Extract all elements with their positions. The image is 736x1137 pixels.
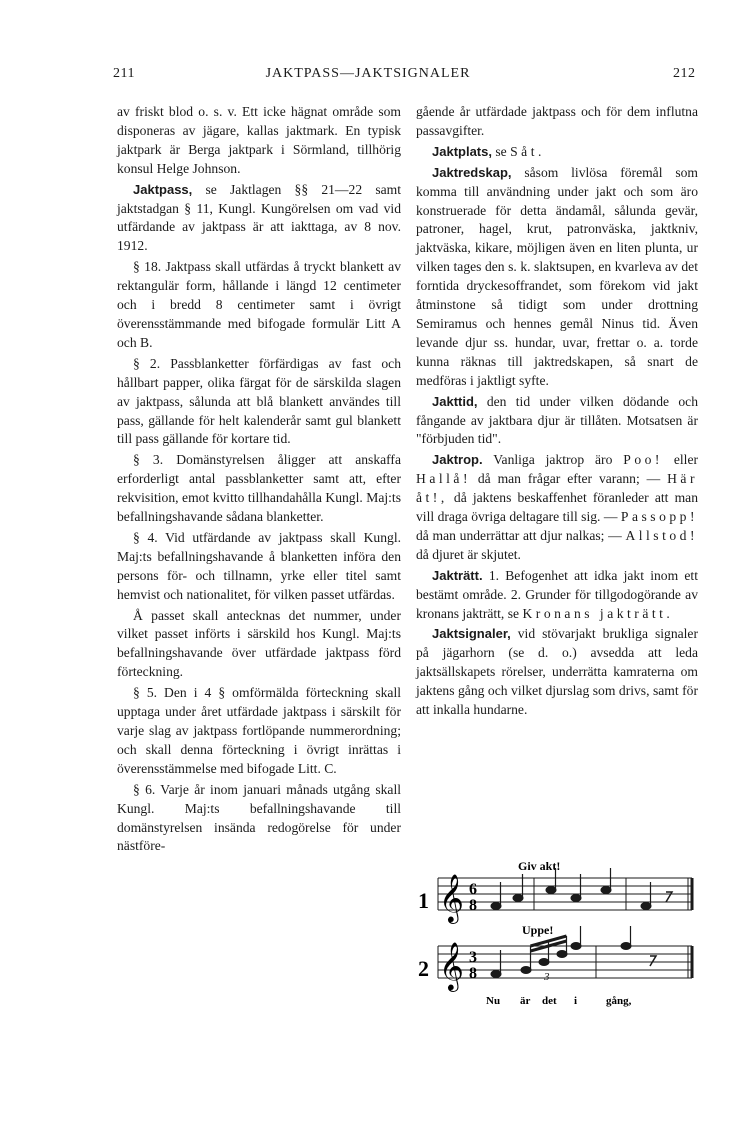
note-head [491, 971, 501, 978]
right-column [416, 103, 698, 722]
signal-1-notes [491, 868, 672, 910]
headword-jaktsignaler: Jaktsignaler, [432, 626, 511, 642]
triplet-mark: 3 [544, 971, 550, 983]
jaktrop-text-e: då man underrättar att djur nalkas; — [416, 527, 626, 543]
signal-2-time-top: 3 [469, 949, 477, 966]
call-hart: Här åt!, [416, 471, 698, 506]
signal-2-time-bottom: 8 [469, 965, 477, 982]
treble-clef-icon: 𝄞 [439, 876, 464, 922]
note-head [571, 895, 581, 902]
lyric-word: är [520, 995, 531, 1007]
hunting-signals-score [416, 852, 706, 1032]
rest-icon [650, 956, 656, 966]
headword-jaktpass: Jaktpass, [133, 181, 193, 197]
jaktrop-text-b: eller [662, 452, 699, 468]
signal-2-lyrics [486, 995, 632, 1007]
left-column [117, 103, 401, 858]
signal-2-number: 2 [418, 956, 429, 981]
jaktrop-text-c: då man frågar efter varann; — [470, 471, 668, 487]
paragraph-3: § 3. Domänstyrelsen åligger att anskaffa erforderligt antal passblanketter samt att, efter rekvisition, emot kvitto tillhandahålla Kungl. Maj:ts befallningshavande sådana blanketter. [117, 452, 401, 525]
lyric-word: gång, [606, 995, 632, 1007]
note-head [539, 959, 549, 966]
note-head [641, 903, 651, 910]
jaktrop-text-f: då djuret är skjutet. [416, 546, 521, 562]
call-poo: Poo! [623, 452, 663, 468]
signal-1-title: Giv akt! [518, 859, 561, 873]
jaktrop-text-a: Vanliga jaktrop äro [482, 452, 624, 468]
entry-jaktplats [416, 143, 698, 162]
headword-jakttid: Jakttid, [432, 393, 478, 409]
paragraph-5: § 5. Den i 4 § omförmälda förteckning skall upptaga under året utfärdade jaktpass i särskilt för varje slag av jaktpass fortlöpande nummerordning; och skall denna förteckning i övrigt inrättas i överensstämmelse med bifogade Litt. C. [117, 685, 401, 776]
paragraph-18: § 18. Jaktpass skall utfärdas å tryckt blankett av rektangulär form, hållande i längd 12 centimeter och i bredd 8 centimeter samt i övrigt överensstämmande med bifogade formulär Litt A och B. [117, 259, 401, 350]
entry-jaktpass-text: se Jaktlagen §§ 21—22 samt jaktstadgan § 11, Kungl. Kungörelsen om vad vid utfärdande av jaktpass är att iakttaga, av 8 nov. 1912. [117, 181, 401, 254]
signal-1-time-top: 6 [469, 881, 477, 898]
paragraph-6: § 6. Varje år inom januari månads utgång skall Kungl. Maj:ts befallningshavande till domänstyrelsen insända redogörelse för under nästföre- [117, 781, 401, 854]
lyric-word: Nu [486, 995, 501, 1007]
note-head [621, 943, 631, 950]
entry-jaktpass [117, 181, 401, 257]
headword-jaktratt: Jakträtt. [432, 567, 483, 583]
cross-ref-kronans-jaktratt: Kronans jakträtt. [522, 605, 674, 621]
entry-jakttid-text: den tid under vilken dödande och fångande av jaktbara djur är tillåten. Motsatsen är "förbjuden tid". [416, 393, 698, 447]
paragraph-4: § 4. Vid utfärdande av jaktpass skall Kungl. Maj:ts befallningshavande å blanketten införa den persons för- och tillnamn, yrke eller titel samt hemvist och nationalitet, för vilken passet utfärdas. [117, 529, 401, 602]
entry-jaktsignaler [416, 625, 698, 720]
headword-jaktrop: Jaktrop. [432, 452, 483, 468]
treble-clef-icon: 𝄞 [439, 944, 464, 990]
cross-ref-sat: Såt. [510, 143, 545, 159]
signal-1 [418, 859, 692, 924]
signal-1-time-bottom: 8 [469, 897, 477, 914]
note-head [546, 887, 556, 894]
page-number-left: 211 [113, 66, 135, 81]
call-passopp: Passopp! [620, 509, 698, 525]
running-title: JAKTPASS—JAKTSIGNALER [265, 66, 471, 81]
call-halla: Hallå! [416, 471, 471, 487]
headword-jaktplats: Jaktplats, [432, 143, 492, 159]
paragraph-4-cont: Å passet skall antecknas det nummer, under vilket passet införts i särskild hos Kungl. Maj:ts befallningshavande över utfärdade jaktpass förd förteckning. [117, 607, 401, 680]
note-head [491, 903, 501, 910]
note-head [571, 943, 581, 950]
headword-jaktredskap: Jaktredskap, [432, 164, 512, 180]
entry-jakttid [416, 393, 698, 450]
entry-jaktredskap [416, 164, 698, 391]
entry-jaktratt-text: 1. Befogenhet att idka jakt inom ett bestämt område. 2. Grunder för tillgodogörande av kronans jakträtt, se [416, 567, 698, 621]
signal-2 [418, 923, 692, 1007]
lyric-word: det [542, 995, 557, 1007]
call-allstod: Allstod! [625, 527, 698, 543]
entry-jaktsignaler-text: vid stövarjakt brukliga signaler på jägarhorn (se d. o.) avsedda att leda jaktsällskapets rörelser, underrätta kamraterna om jaktens gång och vilket djurslag som drivs, samt för att inkalla hundarne. [416, 626, 698, 718]
entry-jaktrop [416, 451, 698, 564]
entry-jaktplats-text: se [491, 143, 511, 159]
paragraph-2: § 2. Passblanketter förfärdigas av fast och hållbart papper, olika färgat för de särskilda slagen av jaktpass, sålunda att blå blankett användes till pass, gällande för helt kalenderår samt gul blankett till pass gällande för kortare tid. [117, 355, 401, 447]
note-head [601, 887, 611, 894]
note-head [513, 895, 523, 902]
lyric-word: i [574, 995, 578, 1007]
paragraph-6-cont: gående år utfärdade jaktpass och för dem influtna passavgifter. [416, 104, 698, 138]
signal-2-title: Uppe! [522, 923, 554, 937]
note-head [521, 967, 531, 974]
entry-jaktredskap-text: såsom livlösa föremål som komma till användning under jakt och som äro konstruerade för detta ändamål, sålunda gevär, patroner, hagel, krut, patronväska, jaktkniv, jaktväska, kikare, möjligen även en liten plunta, ur vilken tages den s. k. slaktsupen, en kvarleva av det forntida dryckesoffrandet, som förekom vid jakt åtminstone så tidigt som under drottning Semiramus och hennes gemål Ninus tid. Även levande djur ss. hundar, uvar, frettar o. a. torde kunna räknas till jaktredskapen, så snart de medföras i jaktligt syfte. [416, 164, 698, 388]
note-head [557, 951, 567, 958]
entry-jaktratt [416, 567, 698, 624]
signal-1-number: 1 [418, 888, 429, 913]
page-number-right: 212 [673, 66, 696, 81]
jaktrop-text-d: då jaktens beskaffenhet föranleder att man vill draga övriga deltagare till sig. — [416, 490, 698, 525]
paragraph-jaktpark-cont: av friskt blod o. s. v. Ett icke hägnat område som disponeras av jägare, kallas jaktmark. En typisk jaktpark är Berga jaktpark i Sörmland, tillhörig konsul Helge Johnson. [117, 104, 401, 176]
